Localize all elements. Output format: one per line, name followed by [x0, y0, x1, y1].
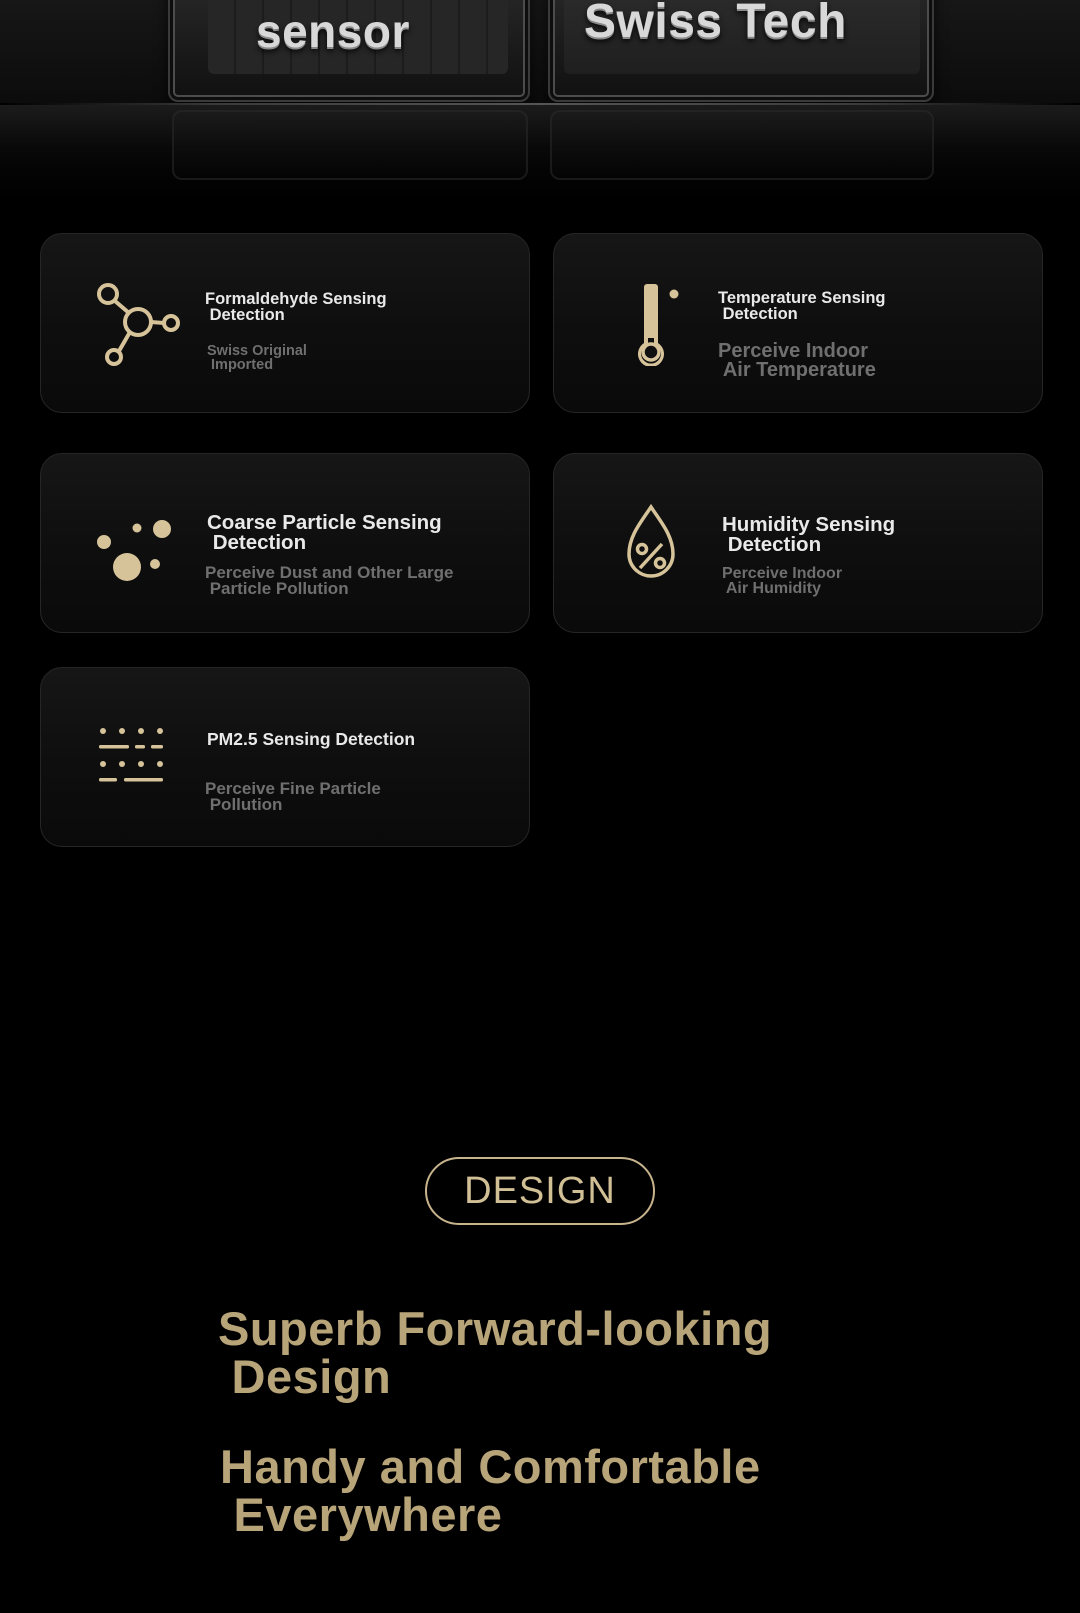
feature-card-coarse-particle — [40, 453, 530, 633]
feature-card-humidity — [553, 453, 1043, 633]
thermometer-icon — [608, 280, 694, 366]
feature-subtitle: Perceive Dust and Other Large Particle Pollution — [205, 563, 454, 599]
feature-subtitle: Perceive Fine Particle Pollution — [205, 779, 381, 815]
feature-subtitle: Perceive Indoor Air Temperature — [718, 340, 876, 381]
feature-card-formaldehyde — [40, 233, 530, 413]
feature-card-pm25 — [40, 667, 530, 847]
feature-subtitle: Perceive Indoor Air Humidity — [722, 565, 843, 598]
feature-title: Temperature Sensing Detection — [718, 289, 886, 324]
hero-label-sensor: sensor — [256, 5, 410, 57]
humidity-drop-icon — [608, 500, 694, 586]
hero-label-swiss-tech: Swiss Tech — [584, 0, 847, 48]
feature-card-temperature — [553, 233, 1043, 413]
feature-title: Formaldehyde Sensing Detection — [205, 290, 387, 325]
design-section-badge: DESIGN — [425, 1157, 655, 1225]
molecule-icon — [95, 280, 181, 366]
particles-icon — [95, 500, 181, 586]
feature-title: Coarse Particle Sensing Detection — [207, 511, 442, 555]
hero-banner — [0, 0, 1080, 200]
design-headline-handy: Handy and Comfortable Everywhere — [220, 1440, 761, 1542]
feature-subtitle: Swiss Original Imported — [207, 343, 307, 373]
feature-title: Humidity Sensing Detection — [722, 513, 896, 557]
fine-particle-icon — [95, 714, 181, 800]
design-headline-forward-looking: Superb Forward-looking Design — [218, 1302, 773, 1404]
feature-title: PM2.5 Sensing Detection — [207, 729, 416, 749]
